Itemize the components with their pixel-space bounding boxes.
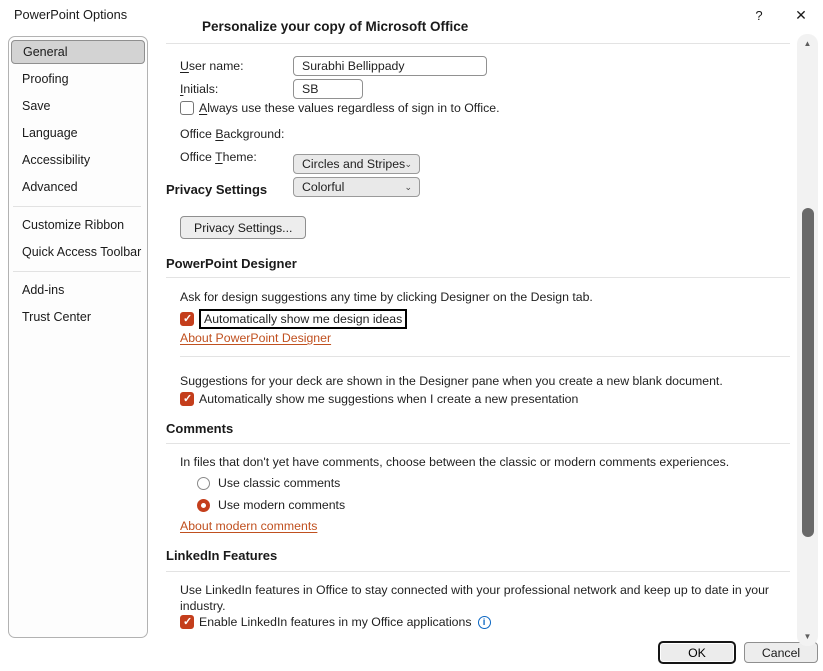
auto-design-ideas-checkbox[interactable] [180,309,407,329]
office-background-label: Office Background: [180,127,285,141]
designer-suggestions-text: Suggestions for your deck are shown in the Designer pane when you create a new blank document. [180,374,723,388]
sidebar-separator [13,206,141,207]
use-modern-comments-radio[interactable] [197,498,345,512]
vertical-scrollbar[interactable] [797,34,818,646]
sidebar [8,36,148,638]
checkbox-checked-icon[interactable] [180,392,194,406]
always-use-values-label: Always use these values regardless of sign in to Office. [199,101,500,115]
divider [180,356,790,357]
user-name-field[interactable] [293,56,487,76]
sidebar-item-save[interactable]: Save [22,99,51,113]
privacy-settings-button[interactable]: Privacy Settings... [180,216,306,239]
clipped-section-heading: Personalize your copy of Microsoft Office [202,19,469,34]
help-button[interactable]: ? [748,4,770,26]
checkbox-checked-icon[interactable] [180,615,194,629]
office-theme-row [180,147,293,167]
divider [166,277,790,278]
divider [166,571,790,572]
auto-suggestions-label: Automatically show me suggestions when I create a new presentation [199,392,579,406]
initials-label: Initials: [180,82,219,96]
user-name-label: User name: [180,59,244,73]
user-name-row [180,56,293,76]
use-classic-comments-radio[interactable] [197,476,340,490]
enable-linkedin-label: Enable LinkedIn features in my Office applications [199,615,472,629]
use-classic-comments-label: Use classic comments [218,476,341,490]
office-theme-label: Office Theme: [180,150,257,164]
scroll-down-icon[interactable]: ▼ [803,632,812,641]
checkbox-unchecked-icon[interactable] [180,101,194,115]
dialog-title: PowerPoint Options [14,7,128,22]
scrollbar-thumb[interactable] [802,208,814,537]
initials-row [180,79,293,99]
use-modern-comments-label: Use modern comments [218,498,346,512]
about-powerpoint-designer-link[interactable]: About PowerPoint Designer [180,331,332,345]
auto-design-ideas-label: Automatically show me design ideas [199,309,407,329]
chevron-down-icon: ⌄ [404,182,412,192]
office-background-row [180,124,293,144]
comments-intro-text: In files that don't yet have comments, choose between the classic or modern comments experiences. [180,455,730,469]
sidebar-separator [13,271,141,272]
office-background-dropdown[interactable]: Circles and Stripes ⌄ [293,154,420,174]
initials-field[interactable] [293,79,363,99]
ok-button[interactable]: OK [658,641,736,664]
divider [166,443,790,444]
radio-unselected-icon[interactable] [197,477,210,490]
sidebar-item-add-ins[interactable]: Add-ins [22,283,65,297]
about-modern-comments-link[interactable]: About modern comments [180,519,318,533]
close-icon[interactable]: ✕ [789,3,813,27]
comments-heading: Comments [166,421,234,436]
powerpoint-designer-heading: PowerPoint Designer [166,256,297,271]
sidebar-item-proofing[interactable]: Proofing [22,72,69,86]
radio-selected-icon[interactable] [197,499,210,512]
linkedin-intro-text: Use LinkedIn features in Office to stay connected with your professional network and keep up to date in your industry. [180,583,770,613]
linkedin-features-heading: LinkedIn Features [166,548,278,563]
checkbox-checked-icon[interactable] [180,312,194,326]
sidebar-item-accessibility[interactable]: Accessibility [22,153,91,167]
designer-ask-text: Ask for design suggestions any time by clicking Designer on the Design tab. [180,290,593,304]
chevron-down-icon: ⌄ [404,159,412,169]
privacy-settings-heading: Privacy Settings [166,182,268,197]
always-use-values-checkbox[interactable] [180,101,500,115]
sidebar-item-trust-center[interactable]: Trust Center [22,310,92,324]
auto-suggestions-checkbox[interactable] [180,392,578,406]
divider [166,43,790,44]
sidebar-item-customize-ribbon[interactable]: Customize Ribbon [22,218,125,232]
sidebar-item-general[interactable]: General [11,40,145,64]
options-content-pane [166,19,790,640]
office-theme-dropdown[interactable]: Colorful ⌄ [293,177,420,197]
sidebar-item-language[interactable]: Language [22,126,78,140]
scroll-up-icon[interactable]: ▲ [803,39,812,48]
cancel-button[interactable]: Cancel [744,642,818,663]
sidebar-item-advanced[interactable]: Advanced [22,180,78,194]
enable-linkedin-checkbox[interactable] [180,615,491,629]
info-icon[interactable]: i [478,616,491,629]
sidebar-item-quick-access-toolbar[interactable]: Quick Access Toolbar [22,245,142,259]
